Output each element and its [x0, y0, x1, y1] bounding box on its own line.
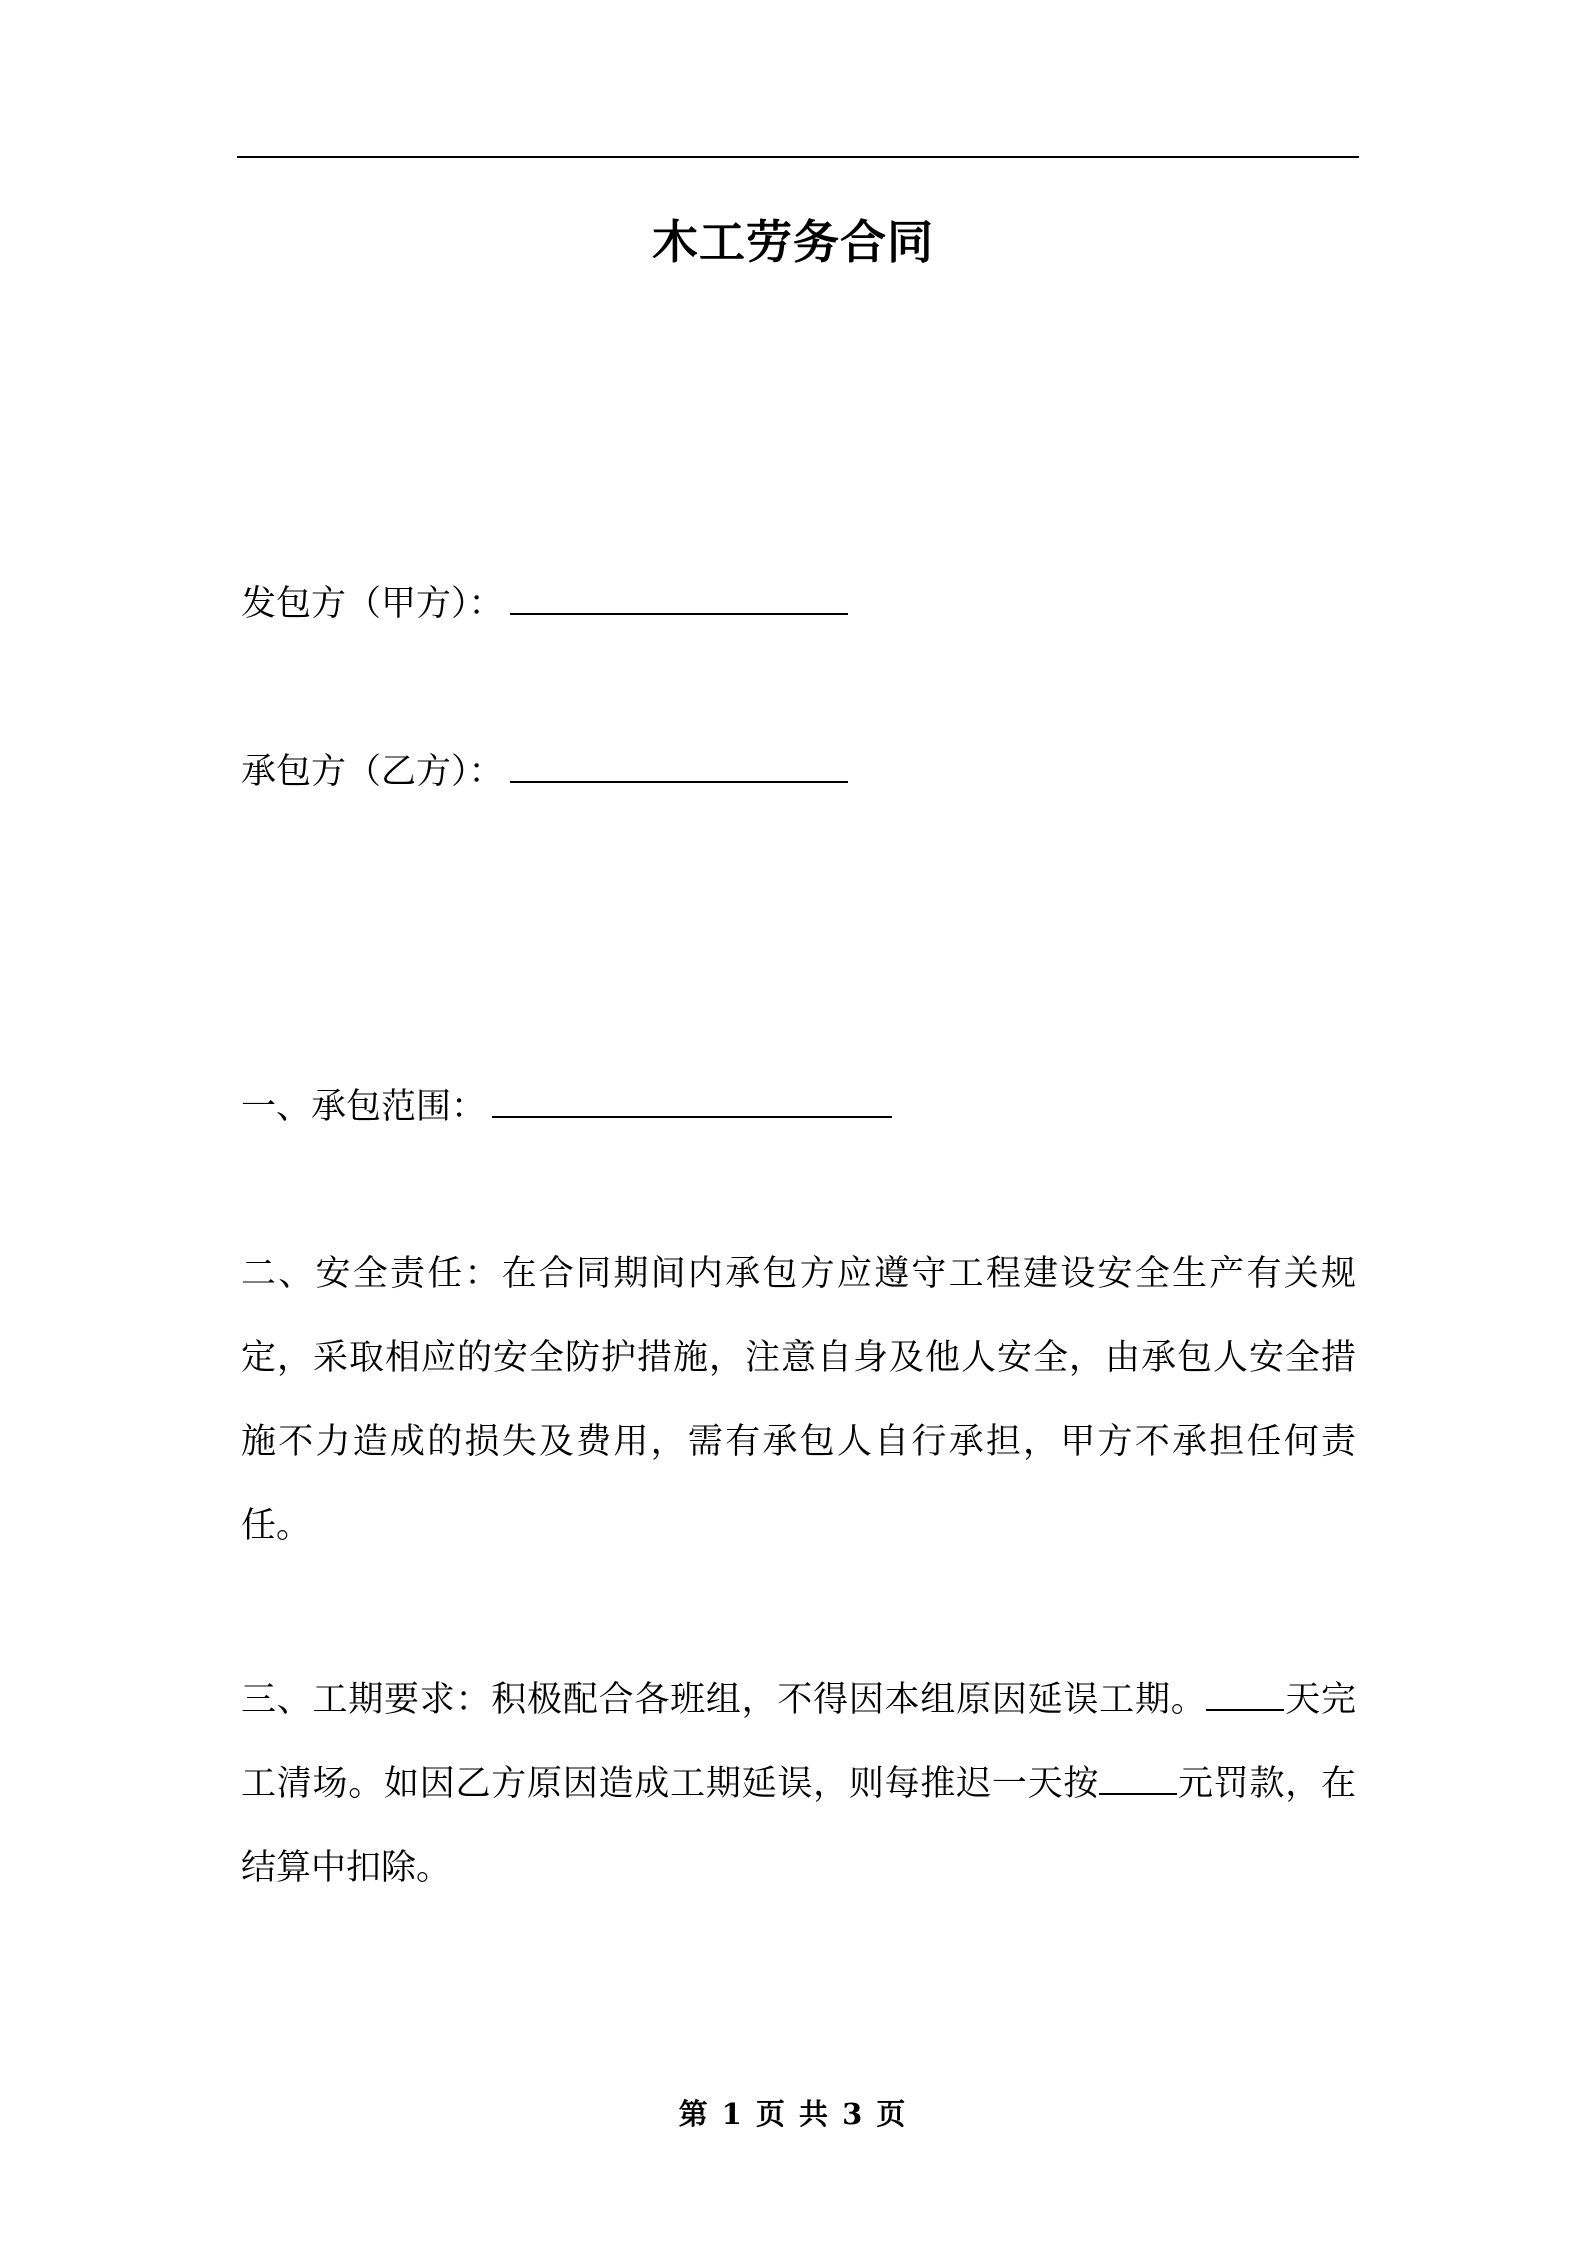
- clause-3: [241, 1658, 1356, 1910]
- clause-3-blank-penalty: [1099, 1763, 1177, 1795]
- page-indicator: 第 1 页 共 3 页: [678, 2097, 908, 2131]
- clause-1-label: 一、承包范围：: [241, 1087, 487, 1127]
- document-title: 木工劳务合同: [652, 215, 934, 269]
- party-b-field: [241, 748, 848, 796]
- clause-3-part-3: 元罚款，在结算中扣除。: [241, 1764, 1356, 1888]
- clause-1: [241, 1083, 892, 1131]
- clause-3-part-2: 天完工清场。如因乙方原因造成工期延误，则每推迟一天按: [241, 1680, 1356, 1804]
- header-rule: [237, 156, 1359, 158]
- party-b-label: 承包方（乙方）：: [241, 752, 504, 792]
- party-a-blank: [510, 583, 848, 615]
- party-a-field: [241, 580, 848, 628]
- clause-2: 二、安全责任：在合同期间内承包方应遵守工程建设安全生产有关规定，采取相应的安全防护措施，注意自身及他人安全，由承包人安全措施不力造成的损失及费用，需有承包人自行承担，甲方不承担任何责任。: [241, 1254, 1356, 1546]
- clause-3-part-1: 三、工期要求：积极配合各班组，不得因本组原因延误工期。: [241, 1680, 1207, 1720]
- party-a-label: 发包方（甲方）：: [241, 584, 504, 624]
- party-b-blank: [510, 751, 848, 783]
- clause-1-blank: [492, 1086, 892, 1118]
- clause-3-blank-days: [1206, 1679, 1284, 1711]
